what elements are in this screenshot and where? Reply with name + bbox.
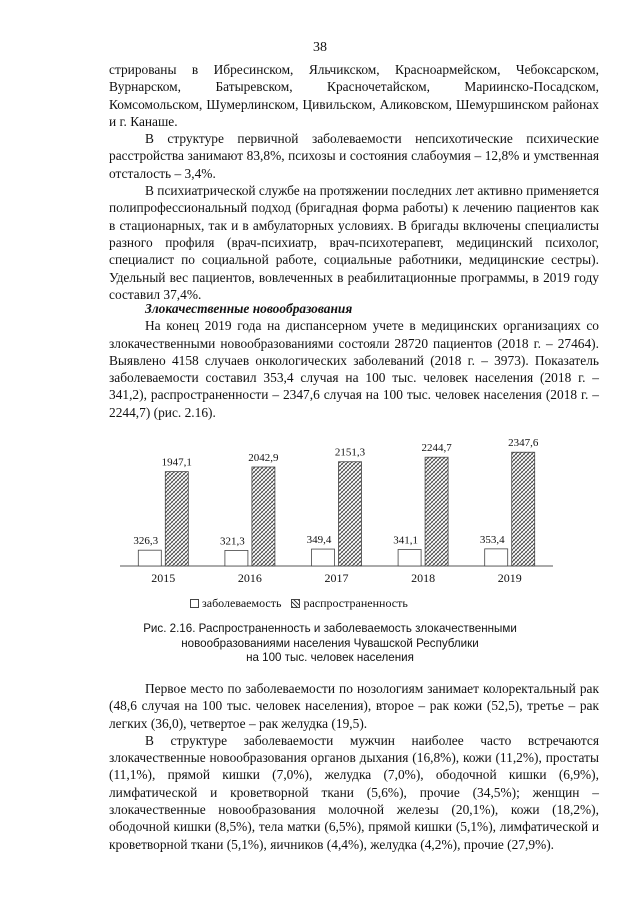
bar-incidence [225,550,248,566]
data-label: 2151,3 [334,446,366,459]
bar-prevalence [425,457,448,566]
bar-incidence [312,549,335,566]
text-block-section [109,300,599,421]
bar-prevalence [252,467,275,566]
paragraph: В структуре первичной заболеваемости непсихотические психические расстройства занимают 83,8%, психозы и состояния слабоумия – 12,8% и умственная отсталость – 3,4%. [109,131,599,181]
figure-caption [130,622,530,666]
data-label: 326,3 [133,535,159,548]
caption-line: Рис. 2.16. Распространенность и заболеваемость злокачественными [143,622,517,635]
data-label: 2042,9 [248,451,279,464]
legend-swatch-plain-icon [190,599,199,608]
data-label: 2347,6 [508,437,539,450]
paragraph: стрированы в Ибресинском, Яльчикском, Красноармейском, Чебоксарском, Вурнарском, Батыревском, Красночетайском, Мариинско-Посадском, Комсомольском, Шумерлинском, Цивильском, Аликовском, Шемуршинском районах и г. Канаше. [109,62,599,129]
bar-prevalence [512,452,535,566]
data-label: 321,3 [220,535,245,548]
caption-line: новообразованиями населения Чувашской Республики [181,636,479,650]
text-block-top [109,61,599,303]
paragraph: Первое место по заболеваемости по нозологиям занимает колоректальный рак (48,6 случая на 100 тыс. человек населения), второе – рак кожи (52,5), третье – рак легких (36,0), четвертое – рак желудка (19,5). [109,681,599,731]
section-heading: Злокачественные новообразования [145,301,353,316]
legend-item-incidence [190,596,281,611]
data-label: 341,1 [393,534,418,547]
legend-item-prevalence [291,596,407,611]
x-tick-label: 2019 [497,571,522,585]
bar-prevalence [339,462,362,566]
x-tick-label: 2017 [324,571,349,585]
paragraph: В структуре заболеваемости мужчин наиболее часто встречаются злокачественные новообразования органов дыхания (16,8%), кожи (11,2%), простаты (11,1%), прямой кишки (7,0%), желудка (7,0%), ободочной кишки (6,9%), лимфатической и кроветворной ткани (5,6%), прочие (34,5%); женщин – злокачественные новообразования молочной железы (20,1%), кожи (18,2%), ободочной кишки (8,5%), тела матки (6,5%), прямой кишки (5,1%), лимфатической и кроветворной ткани (5,1%), яичников (4,4%), желудка (4,2%), прочие (27,9%). [109,732,599,852]
caption-line: на 100 тыс. человек населения [246,651,414,664]
bar-incidence [485,549,508,566]
page-number: 38 [313,40,327,55]
paragraph: На конец 2019 года на диспансерном учете в медицинских организациях со злокачественными новообразованиями состояли 28720 пациентов (2018 г. – 27464). Выявлено 4158 случаев онкологических заболеваний (2018 г. – 3973). Показатель заболеваемости составил 353,4 случая на 100 тыс. человек населения (2018 г. – 341,2), распространенности – 2347,6 случая на 100 тыс. человек населения (2018 г. – 2244,7) (рис. 2.16). [109,318,599,420]
data-label: 353,4 [479,533,505,546]
legend-label-incidence: заболеваемость [202,596,282,610]
bar-incidence [398,549,421,566]
chart-legend [190,596,490,611]
bar-incidence [138,550,161,566]
bar-chart [100,430,560,615]
x-tick-label: 2015 [151,571,176,585]
paragraph: В психиатрической службе на протяжении последних лет активно применяется полипрофессиональный подход (бригадная форма работы) к лечению пациентов как в стационарных, так и в амбулаторных условиях. В бригады включены специалисты разного профиля (врач-психиатр, врач-психотерапевт, медицинский психолог, специалист по социальной работе, социальные работники, медицинские сестры). Удельный вес пациентов, вовлеченных в реабилитационные программы, в 2019 году составил 37,4%. [109,183,599,302]
data-label: 2244,7 [421,442,452,455]
legend-label-prevalence: распространенность [303,596,408,610]
legend-swatch-hatch-icon [291,599,300,608]
data-label: 1947,1 [161,456,192,469]
text-block-bottom [109,680,599,853]
data-label: 349,4 [306,534,332,547]
x-tick-label: 2016 [237,571,262,585]
x-tick-label: 2018 [411,571,436,585]
bar-prevalence [165,472,188,566]
